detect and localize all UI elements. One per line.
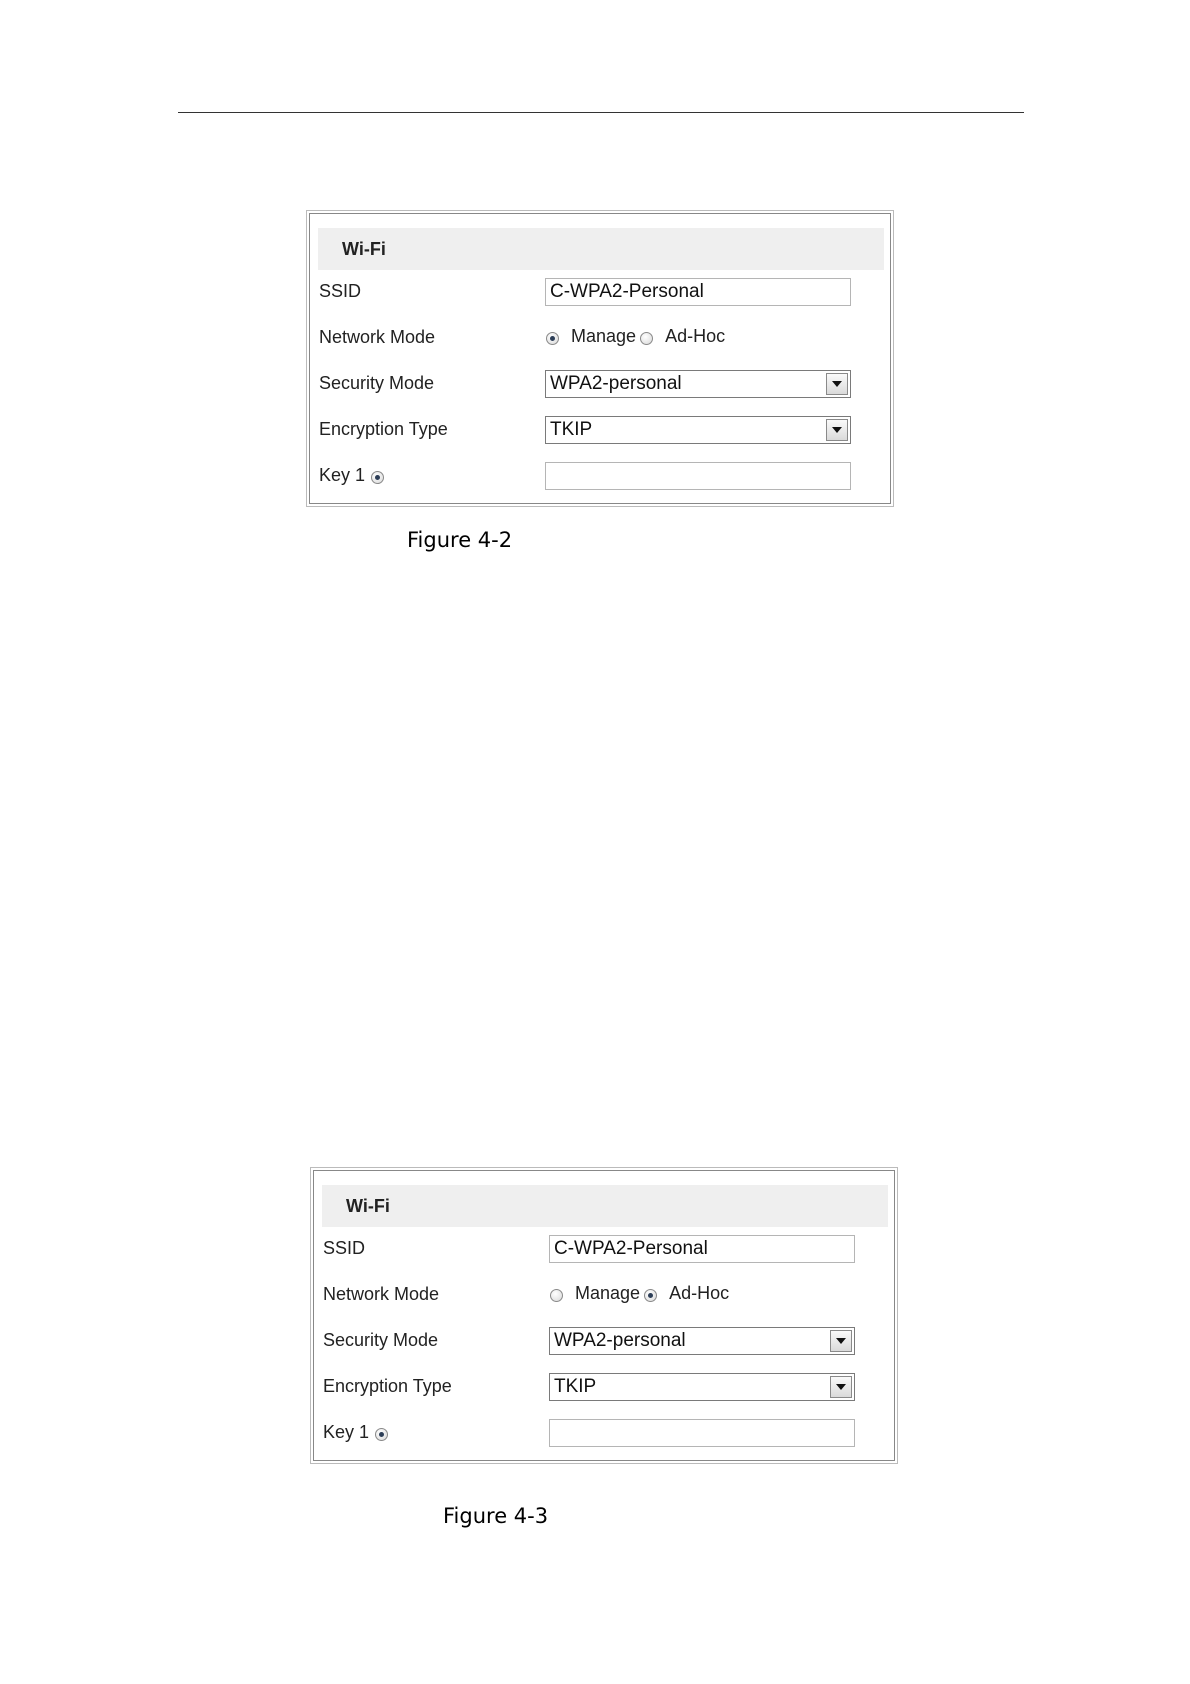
- chevron-down-icon[interactable]: [830, 1330, 852, 1352]
- panel-title: Wi-Fi: [346, 1196, 390, 1216]
- security-mode-label: Security Mode: [319, 373, 435, 393]
- security-mode-value: WPA2-personal: [550, 373, 682, 394]
- header-rule: [178, 112, 1024, 113]
- security-mode-select[interactable]: [549, 1327, 855, 1355]
- key1-input[interactable]: [549, 1419, 855, 1447]
- key1-input[interactable]: [545, 462, 851, 490]
- manage-radio[interactable]: [550, 1289, 563, 1302]
- network-mode-radio-group: [546, 326, 729, 347]
- encryption-type-label: Encryption Type: [319, 419, 448, 439]
- ssid-label: SSID: [323, 1238, 366, 1258]
- manage-radio[interactable]: [546, 332, 559, 345]
- panel-header: [318, 228, 884, 270]
- network-mode-label: Network Mode: [319, 327, 436, 347]
- panel-title: Wi-Fi: [342, 239, 386, 259]
- encryption-type-value: TKIP: [550, 419, 593, 440]
- ssid-label: SSID: [319, 281, 362, 301]
- ssid-input[interactable]: C-WPA2-Personal: [545, 278, 851, 306]
- key1-label-row: [323, 1422, 388, 1443]
- wifi-settings-panel-figure-4-3: [313, 1170, 895, 1461]
- key1-radio[interactable]: [371, 471, 384, 484]
- encryption-type-value: TKIP: [554, 1376, 597, 1397]
- security-mode-select[interactable]: [545, 370, 851, 398]
- ad-hoc-radio-label: Ad-Hoc: [665, 326, 726, 346]
- network-mode-radio-group: [550, 1283, 733, 1304]
- key1-radio[interactable]: [375, 1428, 388, 1441]
- network-mode-label: Network Mode: [323, 1284, 440, 1304]
- key1-label: Key 1: [323, 1422, 370, 1442]
- wifi-settings-panel-figure-4-2: [309, 213, 891, 504]
- ad-hoc-radio-label: Ad-Hoc: [669, 1283, 730, 1303]
- encryption-type-select[interactable]: [545, 416, 851, 444]
- security-mode-value: WPA2-personal: [554, 1330, 686, 1351]
- encryption-type-label: Encryption Type: [323, 1376, 452, 1396]
- figure-caption: Figure 4-3: [443, 1504, 549, 1528]
- chevron-down-icon[interactable]: [826, 373, 848, 395]
- panel-header: [322, 1185, 888, 1227]
- figure-caption: Figure 4-2: [407, 528, 513, 552]
- ad-hoc-radio[interactable]: [640, 332, 653, 345]
- key1-label-row: [319, 465, 384, 486]
- key1-label: Key 1: [319, 465, 366, 485]
- encryption-type-select[interactable]: [549, 1373, 855, 1401]
- manage-radio-label: Manage: [575, 1283, 641, 1303]
- chevron-down-icon[interactable]: [830, 1376, 852, 1398]
- manage-radio-label: Manage: [571, 326, 637, 346]
- chevron-down-icon[interactable]: [826, 419, 848, 441]
- ssid-input[interactable]: C-WPA2-Personal: [549, 1235, 855, 1263]
- security-mode-label: Security Mode: [323, 1330, 439, 1350]
- ad-hoc-radio[interactable]: [644, 1289, 657, 1302]
